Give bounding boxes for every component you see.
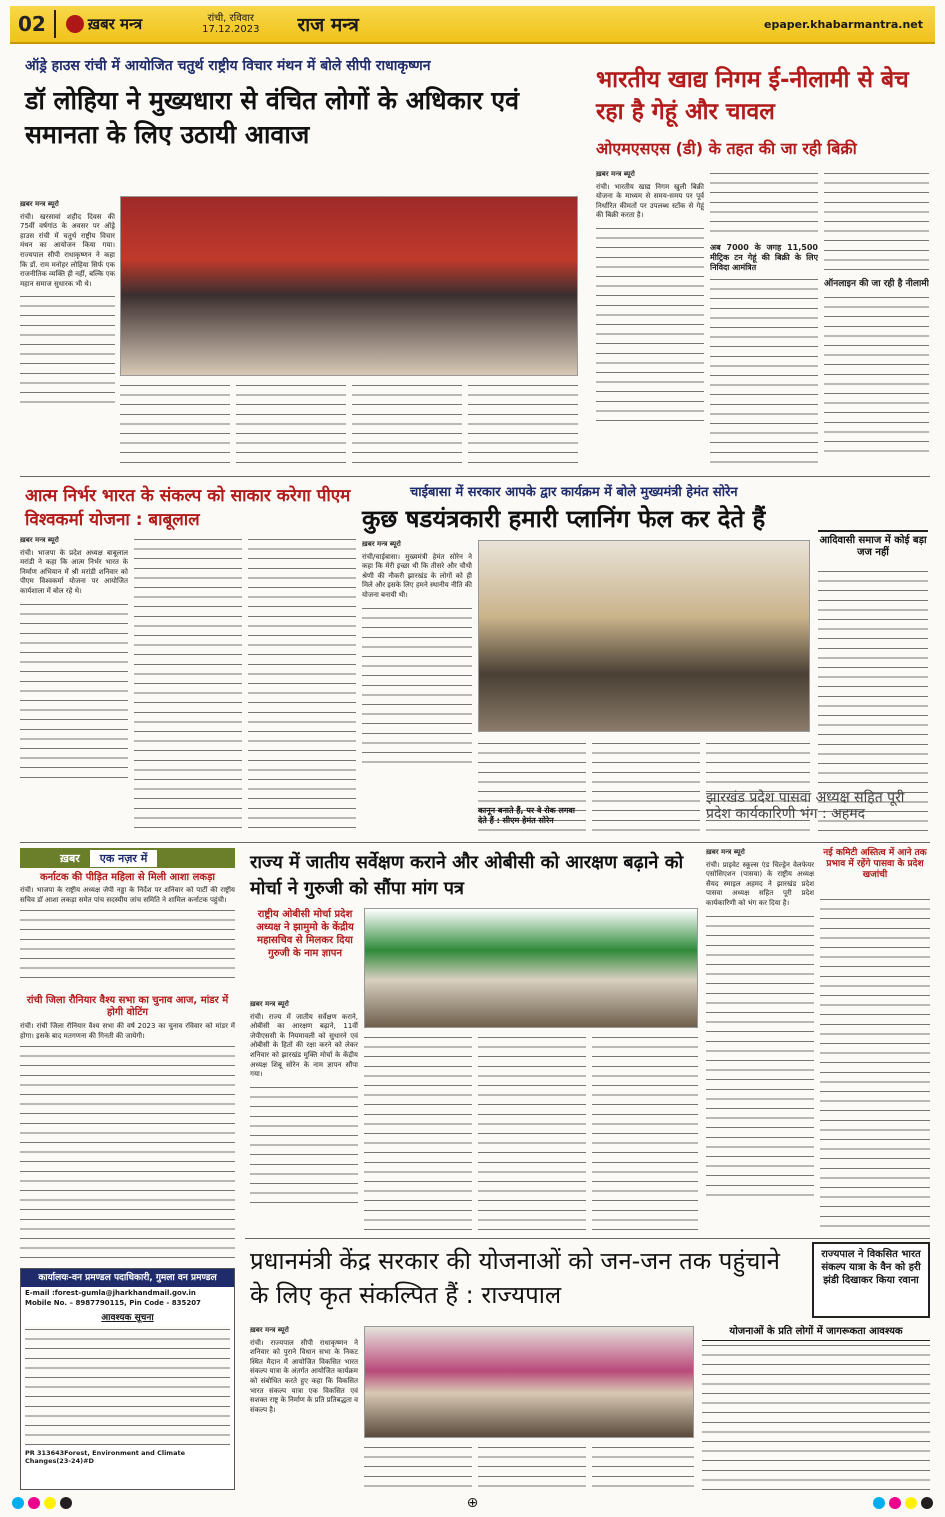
story6-text-lines [706, 913, 814, 1203]
story1-col4 [352, 382, 462, 470]
story3-headline: आत्म निर्भर भारत के संकल्प को साकार करेगा पीएम विश्वकर्मा योजना : बाबूलाल [25, 486, 351, 530]
story4-byline: ख़बर मन्त्र ब्यूरो [362, 540, 401, 548]
epaper-url[interactable]: epaper.khabarmantra.net [764, 17, 923, 31]
story5-col4 [592, 1034, 698, 1232]
story2-col3-lines-a [824, 170, 929, 275]
story4-text-lines [362, 605, 472, 765]
story5-lead: रांची। राज्य में जातीय सर्वेक्षण कराने, ओबीसी का आरक्षण बढ़ाने, 11वीं जेपीएससी के नियमावली को सुधारने एवं ओबीसी के हितों की रक्षा करने को लेकर शनिवार को झारखंड मुक्ति मोर्चा के केंद्रीय अध्यक्ष शिबू सोरेन के नाम ज्ञापन सौंपा गया। [250, 1012, 358, 1079]
masthead [10, 6, 935, 44]
story1-byline: ख़बर मन्त्र ब्यूरो [20, 200, 59, 208]
brief-lead-1: रांची। भाजपा के राष्ट्रीय अध्यक्ष जेपी नड्डा के निर्देश पर शनिवार को पार्टी की राष्ट्रीय सचिव डॉ आशा लकड़ा समेत पांच सदस्यीय जांच समिति ने शामिल कर्नाटक पहुंची। [20, 886, 235, 904]
brief-lead-2: रांची। रांची जिला रौनियार वैश्य सभा की वर्ष 2023 का चुनाव रविवार को मांडर में होगा। इसके बाद मतगणना की गिनती की जायेगी। [20, 1022, 235, 1040]
story1-headline: डॉ लोहिया ने मुख्यधारा से वंचित लोगों के अधिकार एवं समानता के लिए उठायी आवाज [25, 86, 519, 149]
print-registration-strip [10, 1495, 935, 1511]
story4-sidehead: आदिवासी समाज में कोई बड़ा जज नहीं [818, 530, 928, 558]
story7-byline: ख़बर मन्त्र ब्यूरो [250, 1326, 289, 1334]
story4-lead: रांची/चाईबासा। मुख्यमंत्री हेमंत सोरेन ने कहा कि मेरी इच्छा थी कि तीसरे और चौथी श्रेणी की नौकरी झारखंड के लोगों को ही मिले और इसके लिए हमने स्थानीय नीति की योजना बनायी थी। [362, 552, 472, 599]
section-title: राज मन्त्र [297, 14, 359, 36]
brief-headline-2: रांची जिला रौनियार वैश्य सभा का चुनाव आज, मांडर में होगी वोटिंग [26, 995, 229, 1018]
story6-lead: रांची। प्राइवेट स्कूल्स एंड चिल्ड्रेन वेलफेयर एसोसिएशन (पासवा) के राष्ट्रीय अध्यक्ष सैयद स्माइल अहमद ने झारखंड प्रदेश पासवा अध्यक्ष सहित पूरी प्रदेश कार्यकारिणी को भंग कर दिया है। [706, 860, 814, 907]
story1-col5 [468, 382, 578, 470]
story7-sidehead: योजनाओं के प्रति लोगों में जागरूकता आवश्यक [702, 1326, 930, 1341]
brief-text-1 [20, 886, 235, 991]
notice-heading: आवश्यक सूचना [101, 1313, 154, 1323]
brief-headline-1: कर्नाटक की पीड़ित महिला से मिली आशा लकड़ा [39, 872, 216, 883]
story5-col3 [478, 1034, 586, 1232]
brand-name: ख़बर मन्त्र [87, 15, 143, 33]
story5-photo [364, 908, 698, 1028]
color-marks-right [871, 1494, 935, 1513]
divider [20, 476, 930, 477]
story3-col2 [134, 536, 242, 836]
story4-photo [478, 540, 810, 732]
crosshair-icon: ⊕ [466, 1495, 479, 1511]
notice-mobile: Mobile No. – 8987790115, Pin Code - 835207 [25, 1299, 201, 1307]
story1-text-lines [20, 293, 115, 403]
tender-notice [20, 1268, 235, 1490]
page-number: 02 [10, 10, 56, 38]
story4-pullquote: कानून बनाते हैं, पर वे रोक लगवा देते हैं : सीएम हेमंत सोरेन [478, 806, 575, 825]
issue-date [202, 13, 259, 35]
notice-pr-number: PR 313643Forest, Environment and Climate Changes(23-24)#D [25, 1449, 185, 1465]
story1-col3 [236, 382, 346, 470]
story1-col2 [120, 382, 230, 470]
story5-headline: राज्य में जातीय सर्वेक्षण कराने और ओबीसी को आरक्षण बढ़ाने को मोर्चा ने गुरुजी को सौंपा मांग पत्र [250, 852, 684, 899]
story7-lead: रांची। राज्यपाल सीपी राधाकृष्णन ने शनिवार को पुराने विधान सभा के निकट स्थित मैदान में आयोजित विकसित भारत संकल्प यात्रा के अंतर्गत आयोजित कार्यक्रम को संबोधित करते हुए कहा कि विकसित भारत संकल्प यात्रा एक विकसित एवं सशक्त राष्ट्र के निर्माण के प्रति प्रतिबद्धता व संकल्प है। [250, 1338, 358, 1414]
story5-byline: ख़बर मन्त्र ब्यूरो [250, 1000, 289, 1008]
story2-highlight: अब 7000 के जगह 11,500 मीट्रिक टन गेहूं की बिक्री के लिए निविदा आमंत्रित [710, 243, 818, 272]
story4-col3 [592, 740, 700, 836]
story2-col2 [710, 170, 818, 470]
brand [66, 14, 142, 34]
story5-col2 [364, 1034, 472, 1232]
date: 17.12.2023 [202, 24, 260, 35]
notice-title: कार्यालयः-वन प्रमण्डल पदाधिकारी, गुमला वन प्रमण्डल [21, 1269, 234, 1287]
story4-kicker: चाईबासा में सरकार आपके द्वार कार्यक्रम में बोले मुख्यमंत्री हेमंत सोरेन [410, 485, 738, 500]
story3-col1 [20, 536, 128, 836]
notice-email: E-mail :forest-gumla@jharkhandmail.gov.in [25, 1289, 196, 1297]
story1-lead: रांची। खरसावां शहीद दिवस की 75वीं वर्षगांठ के अवसर पर ऑड्रे हाउस रांची में चतुर्थ राष्ट्रीय विचार मंथन का आयोजन किया गया। राज्यपाल सीपी राधाकृष्णन ने कहा कि डॉ. राम मनोहर लोहिया सिर्फ एक राजनीतिक व्यक्ति ही नहीं, बल्कि एक महान समाज सुधारक भी थे। [20, 212, 115, 288]
story3-col3 [248, 536, 356, 836]
story4-headline: कुछ षडयंत्रकारी हमारी प्लानिंग फेल कर देते हैं [362, 505, 766, 533]
story1-col1 [20, 200, 115, 470]
story5-text-lines [250, 1084, 358, 1204]
story7-col2 [364, 1444, 472, 1491]
story2-col2-lines-b [710, 276, 818, 466]
story6-col1 [706, 848, 814, 1232]
brief-text-2 [20, 1022, 235, 1262]
story2-col1 [596, 170, 704, 470]
story5-sidehead: राष्ट्रीय ओबीसी मोर्चा प्रदेश अध्यक्ष ने झामुमो के केंद्रीय महासचिव से मिलकर दिया गुरुजी के नाम ज्ञापन [256, 909, 354, 959]
story1-kicker: ऑड्रे हाउस रांची में आयोजित चतुर्थ राष्ट्रीय विचार मंथन में बोले सीपी राधाकृष्णन [25, 58, 431, 74]
story7-col1 [250, 1326, 358, 1491]
brand-logo-icon [66, 15, 84, 33]
story6-sidehead: नई कमिटी अस्तित्व में आने तक प्रभाव में रहेंगे पासवा के प्रदेश खजांची [823, 848, 927, 880]
story6-col2 [820, 896, 930, 1232]
story2-col3 [824, 170, 929, 470]
story2-col3-lines-b [824, 294, 929, 454]
story3-lead: रांची। भाजपा के प्रदेश अध्यक्ष बाबूलाल मरांडी ने कहा कि आत्म निर्भर भारत के निर्माण अभियान में श्री मरांडी शनिवार को पीएम विश्वकर्मा योजना पर आयोजित कार्यशाला में बोल रहे थे। [20, 548, 128, 595]
story2-subhead: ओएमएसएस (डी) के तहत की जा रही बिक्री [596, 139, 857, 158]
brief-strip-label: ख़बर [60, 851, 80, 865]
story7-photo [364, 1326, 694, 1438]
story6-byline: ख़बर मन्त्र ब्यूरो [706, 848, 745, 856]
color-marks-left [10, 1494, 74, 1513]
brief-lines-2 [20, 1043, 235, 1258]
story2-byline: ख़बर मन्त्र ब्यूरो [596, 170, 635, 178]
story2-col2-lines-a [710, 170, 818, 240]
story7-col3 [478, 1444, 586, 1491]
story2-lead: रांची। भारतीय खाद्य निगम खुली बिक्री योजना के माध्यम से समय-समय पर पूर्व निर्धारित कीमतों पर उपलब्ध स्टॉक से गेहूं की बिक्री करता है। [596, 182, 704, 220]
brief-strip-title: एक नज़र में [90, 850, 158, 867]
brief-lines-1 [20, 907, 235, 982]
city-day: रांची, रविवार [207, 13, 255, 24]
brief-strip [20, 848, 235, 868]
story5-col1 [250, 1000, 358, 1232]
divider [20, 842, 930, 843]
story2-headline: भारतीय खाद्य निगम ई-नीलामी से बेच रहा है गेहूं और चावल [596, 67, 909, 125]
story3-byline: ख़बर मन्त्र ब्यूरो [20, 536, 59, 544]
story4-col1 [362, 540, 472, 836]
story1-photo [120, 196, 578, 376]
story6-kicker: झारखंड प्रदेश पासवा अध्यक्ष सहित पूरी प्रदेश कार्यकारिणी भंग : अहमद [706, 790, 905, 823]
story7-box: राज्यपाल ने विकसित भारत संकल्प यात्रा के वैन को हरी झंडी दिखाकर किया रवाना [812, 1242, 930, 1318]
story2-sidehead: ऑनलाइन की जा रही है नीलामी [824, 279, 929, 289]
divider [245, 1238, 930, 1239]
story3-text-lines [20, 601, 128, 781]
story7-col4 [592, 1444, 694, 1491]
story2-text-lines [596, 225, 704, 425]
story7-headline: प्रधानमंत्री केंद्र सरकार की योजनाओं को जन-जन तक पहुंचाने के लिए कृत संकल्पित हैं : राज्यपाल [250, 1247, 780, 1309]
story7-col5 [702, 1342, 930, 1491]
notice-body-lines [25, 1326, 230, 1446]
